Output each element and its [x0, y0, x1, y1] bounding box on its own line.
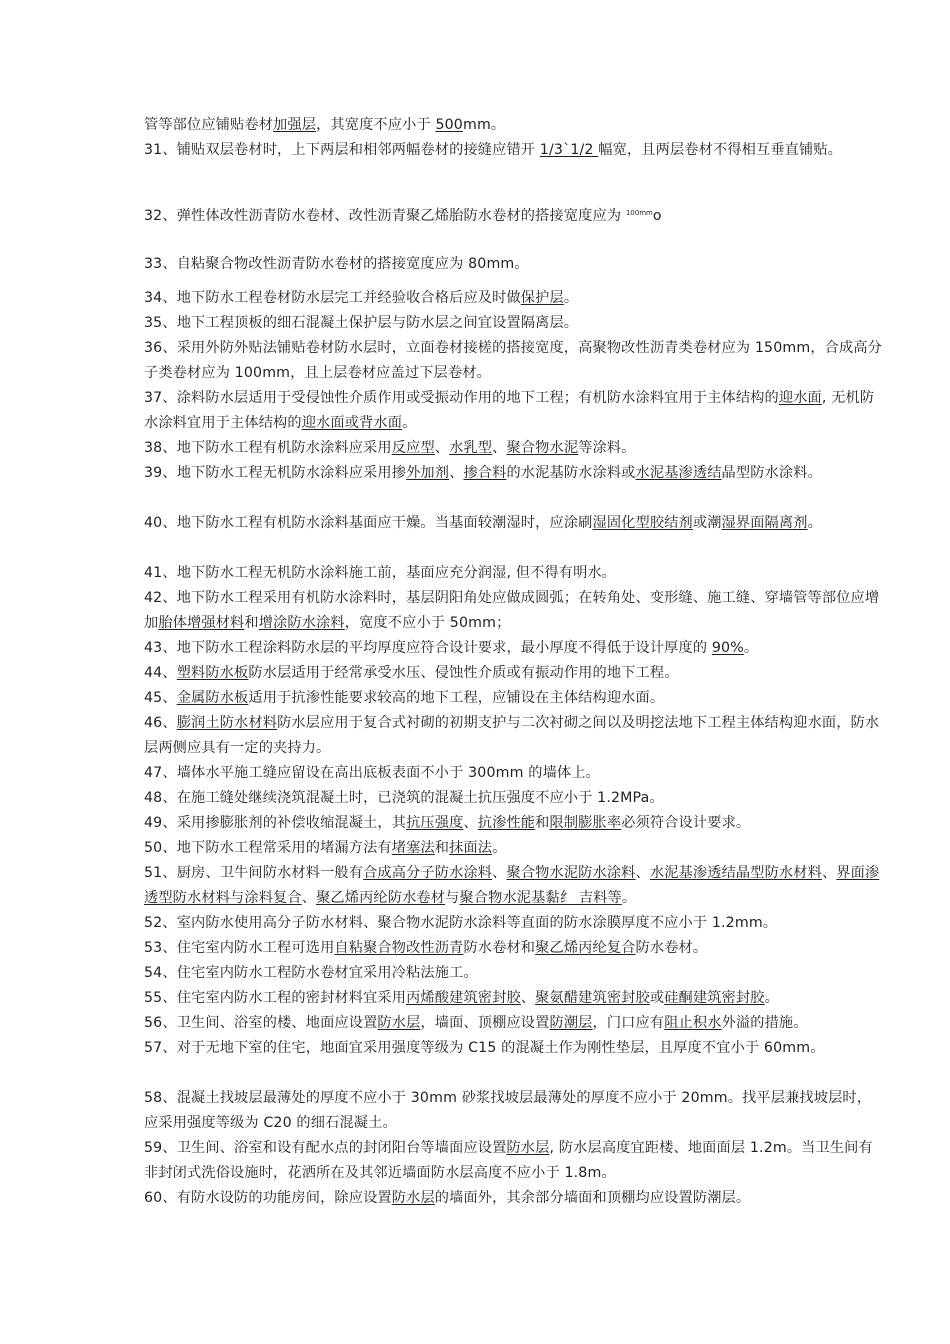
paragraph-31	[144, 138, 884, 163]
text-segment: 、	[434, 440, 450, 456]
underlined-term: 自粘聚合物改性沥青	[334, 940, 464, 956]
underlined-term: 迎水面	[778, 390, 822, 406]
text-segment: 幅宽，且两层卷材不得相互垂直铺贴。	[598, 142, 843, 158]
text-segment: 防水卷材。	[635, 940, 708, 956]
underlined-term: 合成高分子防水涂料	[363, 865, 493, 881]
paragraph-46	[144, 711, 884, 761]
text-segment: ，门口应有	[592, 1015, 665, 1031]
text-segment: ，其宽度不应小于	[316, 117, 436, 133]
paragraph-55	[144, 986, 884, 1011]
underlined-term: 90%	[711, 640, 744, 656]
text-segment: 、	[463, 815, 478, 831]
text-segment: 或潮	[692, 515, 722, 531]
text-segment: 、	[821, 865, 837, 881]
text-segment: 防水层应用于复合式衬砌的初期支护与二次衬砌之间以及明挖法地下工程主体结构迎水面，防水层两侧应具有一定的夹持力。	[144, 715, 880, 756]
paragraph-44	[144, 661, 884, 686]
paragraph-39	[144, 461, 884, 486]
text-segment: 防水层适用于经常承受水压、侵蚀性介质或有振动作用的地下工程。	[248, 665, 679, 681]
text-segment: 或	[649, 990, 665, 1006]
paragraph-36	[144, 336, 884, 386]
underlined-term: 反应型	[391, 440, 435, 456]
text-segment: 、	[301, 890, 317, 906]
underlined-term: 外加剂	[406, 465, 450, 481]
paragraph-58	[144, 1086, 884, 1136]
text-segment: o	[652, 208, 662, 224]
text-segment: 55、住宅室内防水工程的密封材料宜采用	[144, 990, 407, 1006]
paragraph-40	[144, 511, 884, 536]
text-segment: 等涂料。	[578, 440, 636, 456]
underlined-term: 增涂防水涂料	[258, 615, 345, 631]
underlined-term: 抗压强度	[406, 815, 464, 831]
text-segment: 50、地下防水工程常采用的堵漏方法有	[144, 840, 392, 856]
text-segment: 60、有防水设防的功能房间，除应设置	[144, 1190, 392, 1206]
underlined-term: 掺合料	[463, 465, 507, 481]
paragraph-43	[144, 636, 884, 661]
underlined-term: 聚合物水泥防水涂料	[506, 865, 636, 881]
paragraph-45	[144, 686, 884, 711]
paragraph-35	[144, 311, 884, 336]
text-segment: , 防水层高度宜距楼、地面面层 1.2m。当卫生间有非封闭式洗俗设施时，花洒所在及其邻近墙面防水层高度不应小于 1.8m。	[144, 1140, 873, 1181]
underlined-term: 硅酮建筑密封胶	[664, 990, 765, 1006]
paragraph-47	[144, 761, 884, 786]
text-segment: 和	[535, 815, 550, 831]
underlined-term: 1/3`1/2	[539, 142, 599, 158]
paragraph-53	[144, 936, 884, 961]
text-segment: 42、地下防水工程采用有机防水涂料时，基层阴阳角处应做成圆弧；在转角处、变形缝、施工缝、穿墙管等部位应增加	[144, 590, 880, 631]
text-segment: 49、采用掺膨胀剂的补偿收缩混凝土，其	[144, 815, 407, 831]
underlined-term: 金属防水板	[176, 690, 249, 706]
underlined-term: 聚乙烯丙纶防水卷材	[316, 890, 446, 906]
text-segment: 38、地下防水工程有机防水涂料应采用	[144, 440, 392, 456]
underlined-term: 防水层	[391, 1190, 435, 1206]
underlined-term: 迎水面或背水面	[301, 415, 403, 431]
text-segment: 34、地下防水工程卷材防水层完工并经验收合格后应及时做	[144, 290, 521, 306]
text-segment: 适用于抗渗性能要求较高的地下工程，应铺设在主体结构迎水面。	[248, 690, 665, 706]
text-segment: 33、自粘聚合物改性沥青防水卷材的搭接宽度应为 80mm。	[144, 256, 529, 272]
text-segment: 48、在施工缝处继续浇筑混凝土时，已浇筑的混凝土抗压强度不应小于 1.2MPa。	[144, 790, 664, 806]
text-segment: 的墙面外，其余部分墙面和顶棚均应设置防潮层。	[434, 1190, 751, 1206]
text-segment: 46、	[144, 715, 177, 731]
text-segment: 31、铺贴双层卷材时，上下两层和相邻两幅卷材的接缝应错开	[144, 142, 540, 158]
text-segment: ，墙面、顶棚应设置	[420, 1015, 550, 1031]
underlined-term: 防水层	[377, 1015, 421, 1031]
text-segment: 32、弹性体改性沥青防水卷材、改性沥青聚乙烯胎防水卷材的搭接宽度应为	[144, 208, 626, 224]
underlined-term: 抹面法	[449, 840, 493, 856]
text-segment: 与	[445, 890, 460, 906]
text-segment: 44、	[144, 665, 177, 681]
text-segment: 51、厨房、卫牛间防水材料一般有	[144, 865, 364, 881]
text-segment: 。	[764, 990, 779, 1006]
paragraph-41	[144, 561, 884, 586]
paragraph-34	[144, 286, 884, 311]
text-segment: 。	[807, 515, 822, 531]
text-segment: 54、住宅室内防水工程防水卷材宜采用冷粘法施工。	[144, 965, 478, 981]
superscript-text: 100mm	[625, 209, 653, 217]
text-segment: 56、卫生间、浴室的楼、地面应设置	[144, 1015, 378, 1031]
text-segment: 40、地下防水工程有机防水涂料基面应干燥。当基面较潮湿时，应涂刷	[144, 515, 593, 531]
text-segment: 。	[621, 890, 637, 906]
text-segment: 。	[563, 290, 579, 306]
text-segment: 。	[743, 640, 759, 656]
underlined-term: 堵塞法	[391, 840, 435, 856]
text-segment: , 无机防水涂料宜用于主体结构的	[144, 390, 875, 431]
text-segment: 45、	[144, 690, 177, 706]
text-segment: 。	[492, 840, 507, 856]
paragraph-56	[144, 1011, 884, 1036]
text-segment: 管等部位应铺贴卷材	[144, 117, 274, 133]
paragraph-continuation	[144, 113, 884, 138]
underlined-term: 防水层	[506, 1140, 550, 1156]
text-segment: 、	[635, 865, 650, 881]
paragraph-37	[144, 386, 884, 436]
underlined-term: 抗渗性能	[477, 815, 536, 831]
underlined-term: 保护层	[520, 290, 564, 306]
text-segment: 、	[449, 465, 464, 481]
text-segment: 39、地下防水工程无机防水涂料应采用掺	[144, 465, 407, 481]
text-segment: 41、地下防水工程无机防水涂料施工前，基面应充分润湿, 但不得有明水。	[144, 565, 617, 581]
underlined-term: 膨润土防水材料	[176, 715, 278, 731]
underlined-term: 阻止积水	[664, 1015, 722, 1031]
underlined-term: 防潮层	[549, 1015, 593, 1031]
text-segment: 43、地下防水工程涂料防水层的平均厚度应符合设计要求，最小厚度不得低于设计厚度的	[144, 640, 712, 656]
text-segment: 58、混凝土找坡层最薄处的厚度不应小于 30mm 砂浆找坡层最薄处的厚度不应小于 20mm。找平层兼找坡层时，应采用强度等级为 C20 的细石混凝土。	[144, 1090, 872, 1131]
underlined-term: 500	[435, 117, 463, 133]
paragraph-49	[144, 811, 884, 836]
text-segment: ，宽度不应小于 50mm；	[344, 615, 511, 631]
underlined-term: 聚合物水泥	[506, 440, 579, 456]
text-segment: 59、卫生间、浴室和设有配水点的封闭阳台等墙面应设置	[144, 1140, 507, 1156]
text-segment: 和	[434, 840, 450, 856]
underlined-term: 聚乙烯丙纶复合	[535, 940, 636, 956]
text-segment: 47、墙体水平施工缝应留设在高出底板表面不小于 300mm 的墙体上。	[144, 765, 600, 781]
text-segment: 37、涂料防水层适用于受侵蚀性介质作用或受振动作用的地下工程；有机防水涂料宜用于主体结构的	[144, 390, 779, 406]
text-segment: 晶型防水涂料。	[721, 465, 822, 481]
paragraph-59	[144, 1136, 884, 1186]
text-segment: 防水卷材和	[463, 940, 536, 956]
text-segment: 必须符合设计要求。	[621, 815, 751, 831]
paragraph-54	[144, 961, 884, 986]
text-segment: 和	[244, 615, 259, 631]
paragraph-60	[144, 1186, 884, 1211]
text-segment: 53、住宅室内防水工程可选用	[144, 940, 335, 956]
underlined-term: 塑料防水板	[176, 665, 249, 681]
underlined-term: 水乳型	[449, 440, 493, 456]
text-segment: 52、室内防水使用高分子防水材料、聚合物水泥防水涂料等直面的防水涂膜厚度不应小于 1.2mm。	[144, 915, 778, 931]
paragraph-48	[144, 786, 884, 811]
underlined-term: 丙烯酸建筑密封胶	[406, 990, 521, 1006]
paragraph-57	[144, 1036, 884, 1061]
underlined-term: 水泥基渗透结	[635, 465, 722, 481]
text-segment: 35、地下工程顶板的细石混凝土保护层与防水层之间宜设置隔离层。	[144, 315, 579, 331]
underlined-term: 胎体增强材料	[158, 615, 245, 631]
paragraph-32	[144, 201, 884, 229]
underlined-term: 水泥基渗透结晶型防水材料	[649, 865, 822, 881]
text-segment: 36、采用外防外贴法铺贴卷材防水层时，立面卷材接槎的搭接宽度，高聚物改性沥青类卷材应为 150mm，合成高分子类卷材应为 100mm，且上层卷材应盖过下层卷材。	[144, 340, 883, 381]
paragraph-50	[144, 836, 884, 861]
underlined-term: 界面渗透型防水材料与涂料复合	[144, 865, 880, 906]
text-segment: 。	[402, 415, 417, 431]
paragraph-42	[144, 586, 884, 636]
underlined-term: 限制膨胀率	[549, 815, 622, 831]
text-segment: 57、对于无地下室的住宅，地面宜采用强度等级为 C15 的混凝土作为刚性垫层，且厚度不宜小于 60mm。	[144, 1040, 825, 1056]
text-segment: 外溢的措施。	[721, 1015, 808, 1031]
text-segment: 、	[492, 865, 507, 881]
underlined-term: 湿固化型胶结剂	[592, 515, 693, 531]
underlined-term: 湿界面隔离剂	[721, 515, 808, 531]
paragraph-52	[144, 911, 884, 936]
underlined-term: 聚氨醋建筑密封胶	[535, 990, 650, 1006]
text-segment: 、	[492, 440, 507, 456]
text-segment: 的水泥基防水涂料或	[506, 465, 636, 481]
paragraph-38	[144, 436, 884, 461]
text-segment: mm。	[462, 117, 506, 133]
paragraph-33	[144, 252, 884, 277]
paragraph-51	[144, 861, 884, 911]
underlined-term: 加强层	[273, 117, 317, 133]
underlined-term: 聚合物水泥基黏纟 吉料等	[459, 890, 622, 906]
text-segment: 、	[520, 990, 536, 1006]
